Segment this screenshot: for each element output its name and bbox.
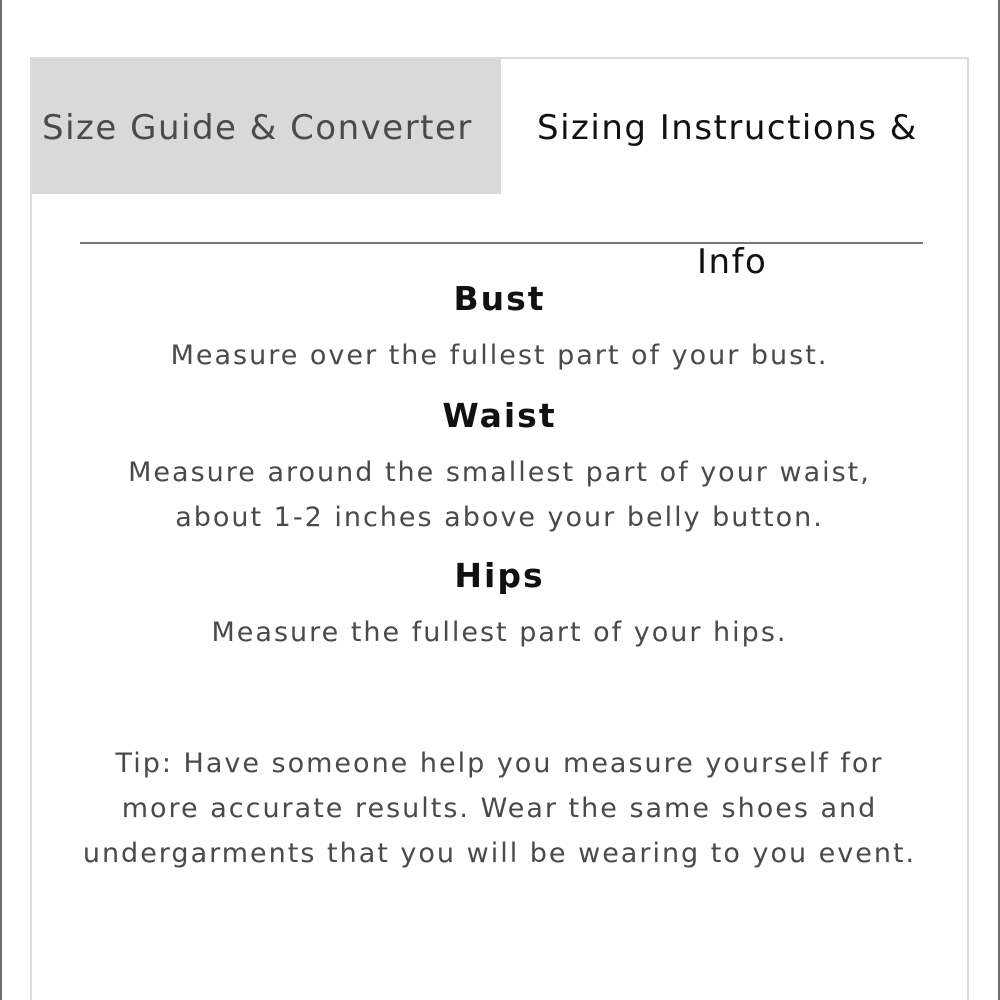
tab-sizing-instructions-label-line2: Info — [697, 242, 768, 282]
section-heading-hips: Hips — [454, 556, 545, 595]
tab-sizing-instructions-label: Sizing Instructions & — [537, 108, 918, 148]
section-text-hips: Measure the fullest part of your hips. — [211, 617, 788, 648]
section-text-waist: Measure around the smallest part of your waist, about 1-2 inches above your belly button. — [128, 457, 871, 533]
tab-size-guide-converter[interactable] — [32, 59, 501, 194]
active-tab-underline — [80, 242, 923, 244]
section-text-bust: Measure over the fullest part of your bust. — [170, 340, 829, 371]
sizing-instructions-content — [32, 279, 967, 876]
section-heading-waist: Waist — [442, 396, 557, 435]
viewport-left-border — [0, 0, 2, 1000]
tab-size-guide-converter-label: Size Guide & Converter — [42, 108, 473, 148]
section-heading-bust: Bust — [453, 279, 546, 318]
tab-sizing-instructions[interactable] — [501, 59, 967, 194]
size-guide-panel — [30, 57, 969, 1000]
measuring-tip: Tip: Have someone help you measure yourself for more accurate results. Wear the same shoes and undergarments that you will be wearing to you event. — [82, 748, 917, 869]
